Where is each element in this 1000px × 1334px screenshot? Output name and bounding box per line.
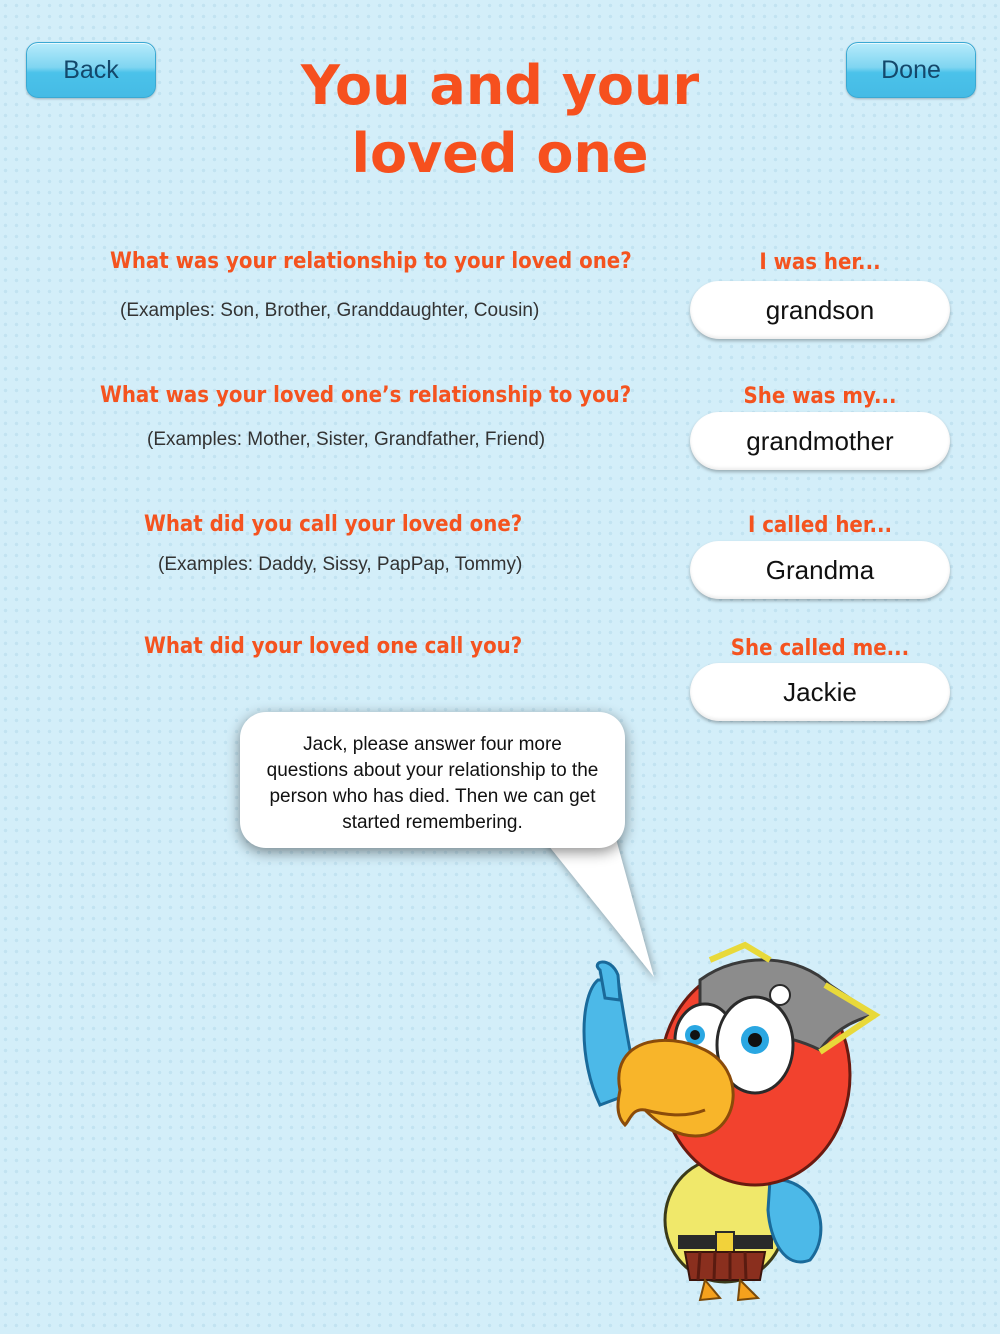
page-title-line-1: You and your bbox=[300, 54, 700, 117]
answer-2-field[interactable]: grandmother bbox=[690, 412, 950, 470]
done-button[interactable]: Done bbox=[846, 42, 976, 98]
answer-1-label: I was her... bbox=[759, 250, 881, 275]
answer-4-label: She called me... bbox=[730, 636, 910, 661]
answer-4-field[interactable]: Jackie bbox=[690, 663, 950, 721]
answer-2-label: She was my... bbox=[743, 384, 897, 409]
back-button[interactable]: Back bbox=[26, 42, 156, 98]
question-1-examples: (Examples: Son, Brother, Granddaughter, Cousin) bbox=[120, 300, 540, 321]
pirate-parrot-icon bbox=[570, 940, 900, 1310]
question-3-examples: (Examples: Daddy, Sissy, PapPap, Tommy) bbox=[158, 554, 523, 575]
page-title-line-2: loved one bbox=[351, 122, 649, 185]
answer-1-field[interactable]: grandson bbox=[690, 281, 950, 339]
question-1: What was your relationship to your loved one? bbox=[110, 249, 632, 274]
question-2: What was your loved one’s relationship to you? bbox=[100, 383, 632, 408]
question-3: What did you call your loved one? bbox=[144, 512, 523, 537]
speech-bubble: Jack, please answer four more questions about your relationship to the person who has died. Then we can get started remembering. bbox=[240, 712, 625, 848]
question-4: What did your loved one call you? bbox=[144, 634, 523, 659]
question-2-examples: (Examples: Mother, Sister, Grandfather, Friend) bbox=[147, 429, 546, 450]
answer-3-label: I called her... bbox=[747, 513, 893, 538]
answer-3-field[interactable]: Grandma bbox=[690, 541, 950, 599]
page-title bbox=[250, 52, 750, 188]
